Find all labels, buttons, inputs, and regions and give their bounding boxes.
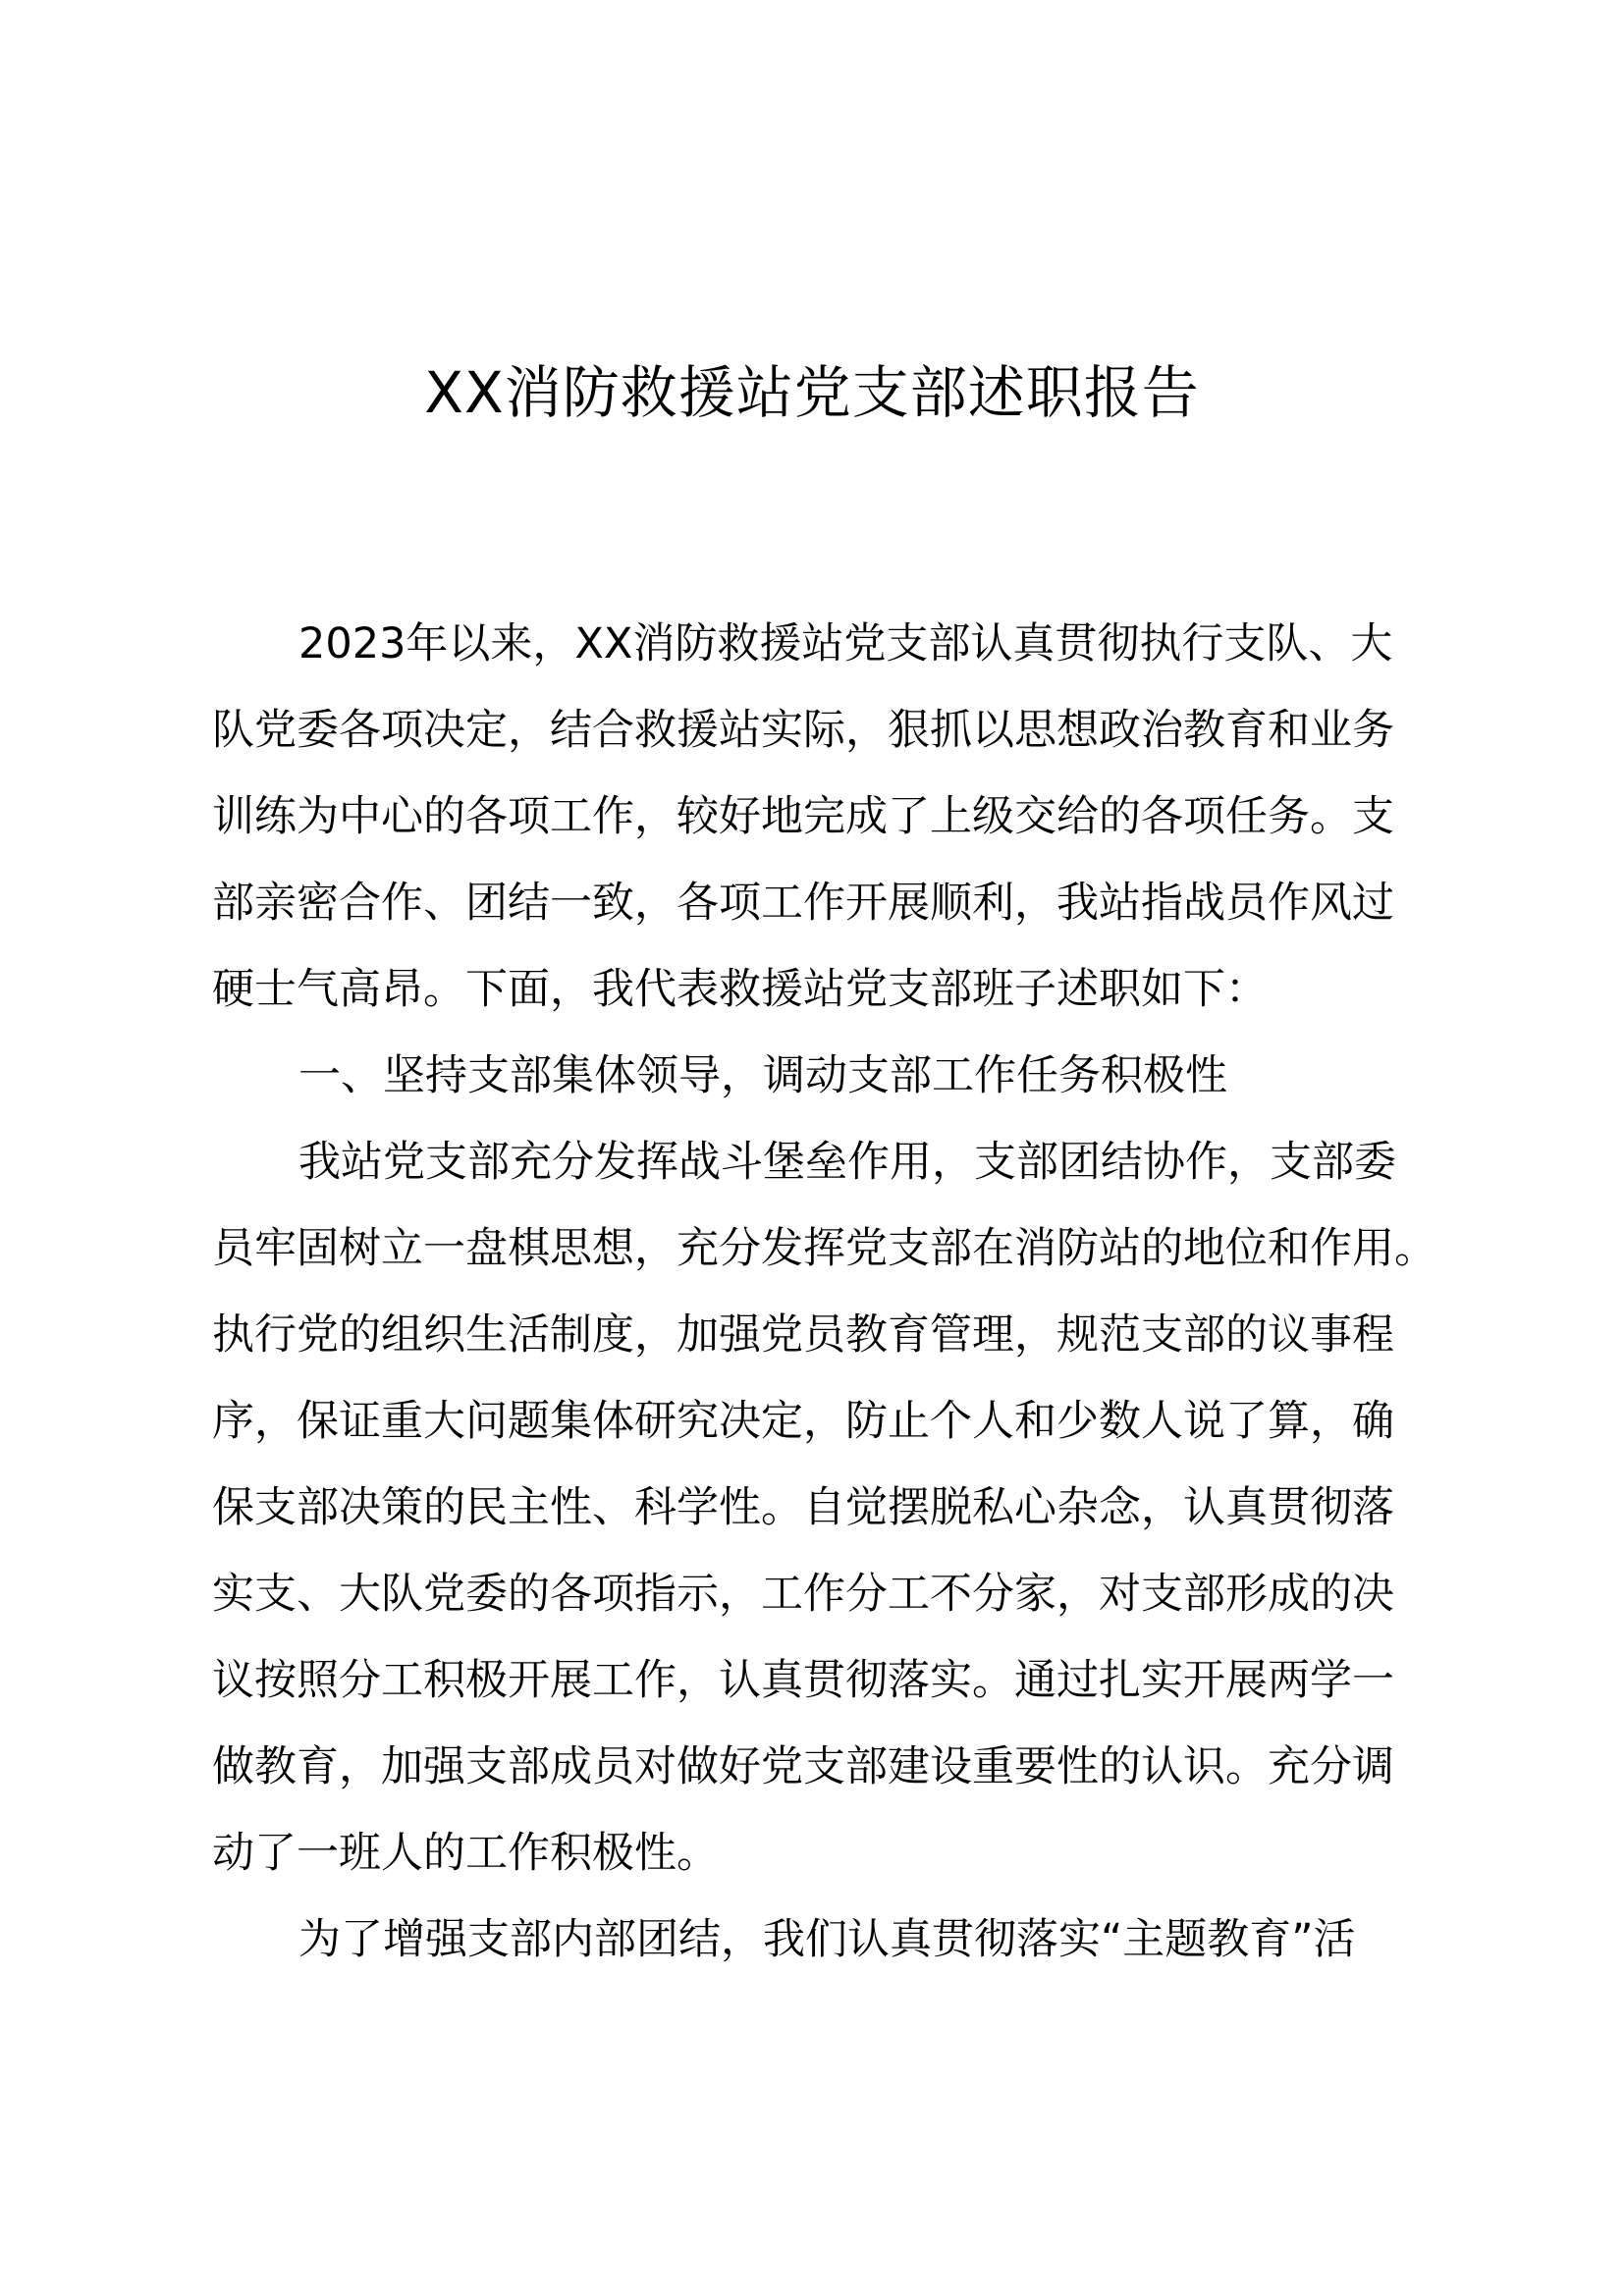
paragraph-2-line-9: 动了一班人的工作积极性。: [212, 1829, 719, 1878]
paragraph-2-line-3: 执行党的组织生活制度，加强党员教育管理，规范支部的议事程: [212, 1310, 1394, 1360]
paragraph-1-line-4: 部亲密合作、团结一致，各项工作开展顺利，我站指战员作风过: [212, 879, 1394, 928]
paragraph-2-line-6: 实支、大队党委的各项指示，工作分工不分家，对支部形成的决: [212, 1570, 1394, 1619]
paragraph-1-line-5: 硬士气高昂。下面，我代表救援站党支部班子述职如下：: [212, 965, 1268, 1014]
document-title: XX消防救援站党支部述职报告: [424, 359, 1200, 426]
paragraph-2-line-8: 做教育，加强支部成员对做好党支部建设重要性的认识。充分调: [212, 1742, 1394, 1791]
paragraph-1-line-3: 训练为中心的各项工作，较好地完成了上级交给的各项任务。支: [212, 792, 1394, 841]
document-body: [212, 601, 1436, 1983]
paragraph-1-line-2: 队党委各项决定，结合救援站实际，狠抓以思想政治教育和业务: [212, 706, 1394, 755]
paragraph-1-line-1: 2023年以来，XX消防救援站党支部认真贯彻执行支队、大: [298, 619, 1393, 668]
paragraph-2-line-4: 序，保证重大问题集体研究决定，防止个人和少数人说了算，确: [212, 1397, 1394, 1446]
section-heading-1: 一、坚持支部集体领导，调动支部工作任务积极性: [298, 1051, 1227, 1100]
paragraph-2-line-2: 员牢固树立一盘棋思想，充分发挥党支部在消防站的地位和作用。: [212, 1224, 1436, 1273]
paragraph-2-line-7: 议按照分工积极开展工作，认真贯彻落实。通过扎实开展两学一: [212, 1656, 1394, 1705]
paragraph-2-line-5: 保支部决策的民主性、科学性。自觉摆脱私心杂念，认真贯彻落: [212, 1483, 1394, 1532]
paragraph-3-line-1: 为了增强支部内部团结，我们认真贯彻落实“主题教育”活: [298, 1915, 1356, 1964]
paragraph-2-line-1: 我站党支部充分发挥战斗堡垒作用，支部团结协作，支部委: [298, 1138, 1396, 1187]
